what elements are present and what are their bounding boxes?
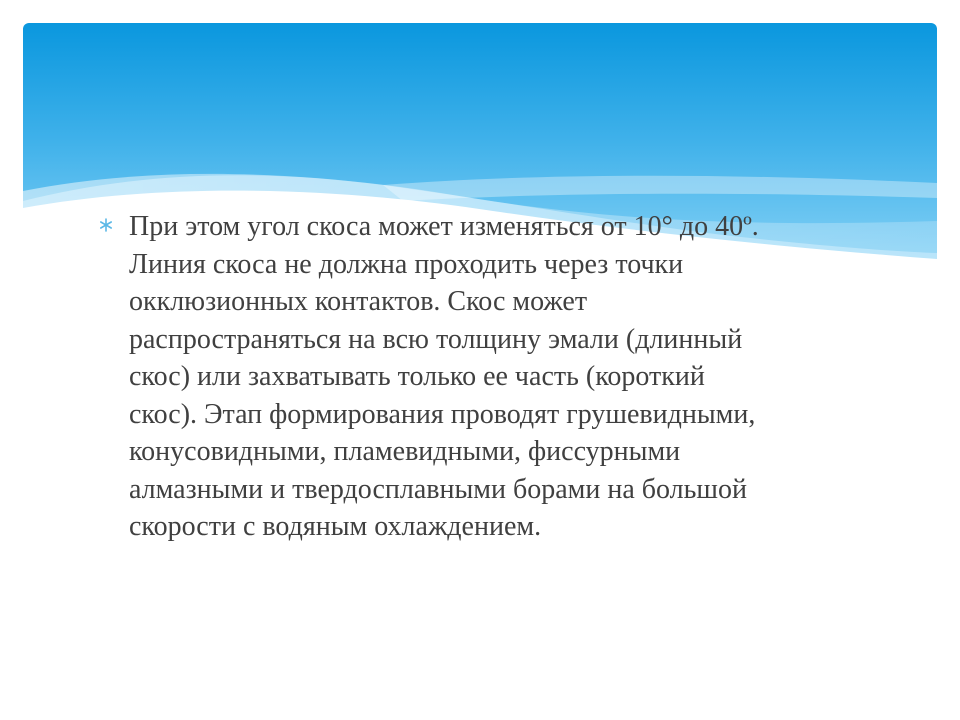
text-line: конусовидными, пламевидными, фиссурными <box>129 436 681 467</box>
text-line: скос) или захватывать только ее часть (короткий <box>129 361 705 392</box>
text-line: алмазными и твердосплавными борами на большой <box>129 473 747 505</box>
text-line: распространяться на всю толщину эмали (длинный <box>129 323 743 355</box>
content-area <box>96 208 866 546</box>
text-line: окклюзионных контактов. Скос может <box>129 286 588 317</box>
snowflake-asterisk-icon <box>98 217 114 233</box>
text-line: Линия скоса не должна проходить через точки <box>129 248 684 280</box>
bullet-paragraph <box>129 208 866 546</box>
text-line: скос). Этап формирования проводят грушевидными, <box>129 398 756 430</box>
bullet-item <box>96 208 866 546</box>
text-line: скорости с водяным охлаждением. <box>129 511 542 542</box>
text-line: При этом угол скоса может изменяться от 10° до 40º. <box>129 211 759 242</box>
